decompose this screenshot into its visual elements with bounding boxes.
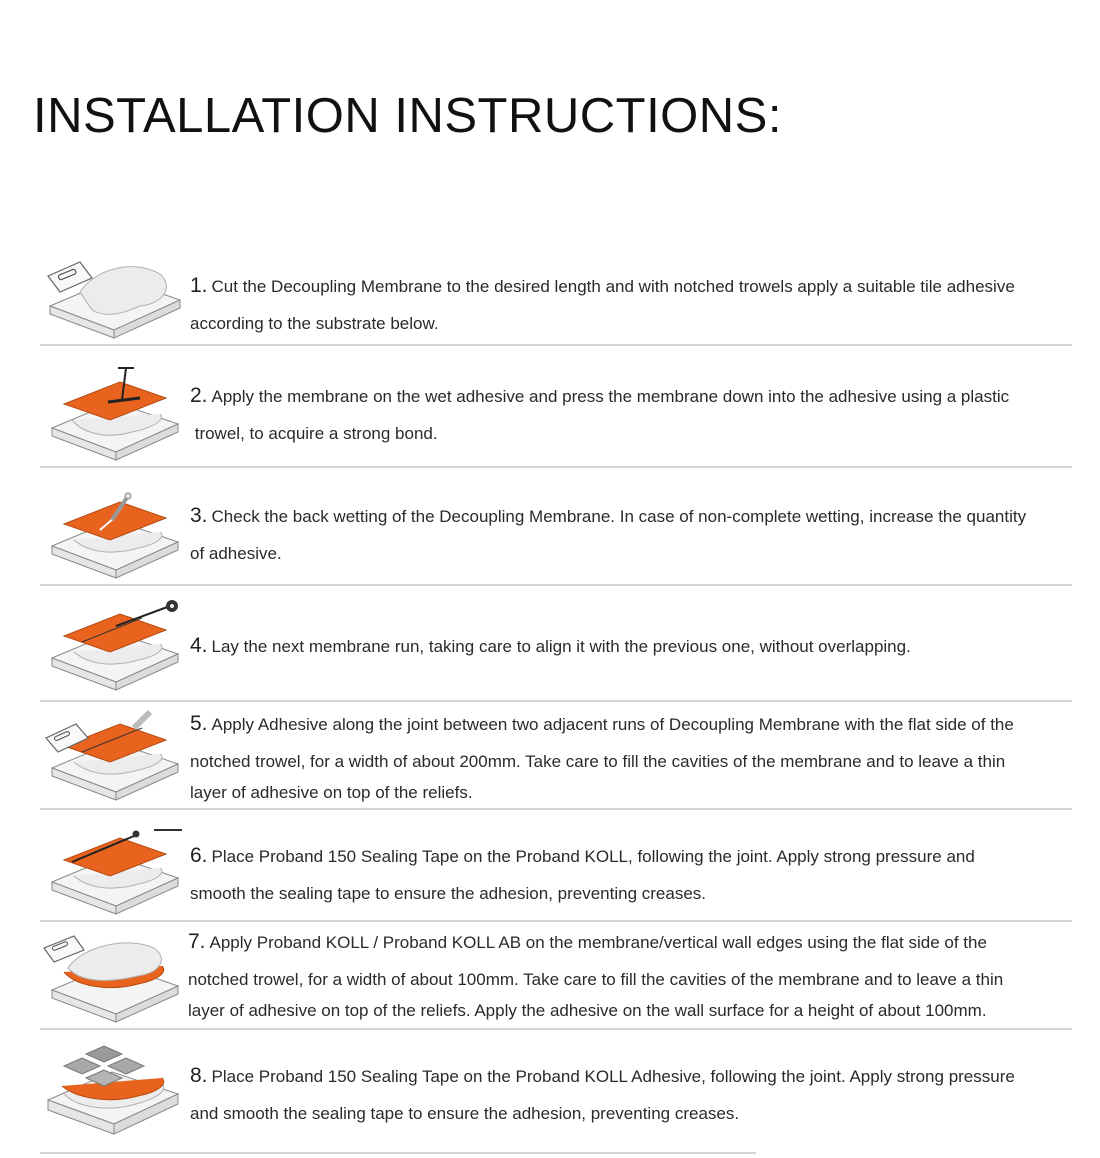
divider [40,1028,1072,1030]
step-2 [40,358,1072,468]
divider [40,808,1072,810]
step-text-line: trowel, to acquire a strong bond. [190,424,438,443]
step-text-line: layer of adhesive on top of the reliefs. Apply the adhesive on the wall surface for a height of about 100mm. [188,1001,987,1020]
divider [40,1152,756,1154]
divider [40,584,1072,586]
page-title: INSTALLATION INSTRUCTIONS: [33,89,782,143]
notched-trowel-adhesive-icon [42,248,182,348]
step-text-line: Cut the Decoupling Membrane to the desired length and with notched trowels apply a suitable tile adhesive [211,277,1015,296]
step-text-line: smooth the sealing tape to ensure the adhesion, preventing creases. [190,884,707,903]
divider [40,344,1072,346]
divider [40,700,1072,702]
divider [40,466,1072,468]
step-text-line: and smooth the sealing tape to ensure the adhesion, preventing creases. [190,1104,740,1123]
step-5 [40,706,1072,810]
roller-press-membrane-icon [42,362,182,462]
step-text-line: notched trowel, for a width of about 200mm. Take care to fill the cavities of the membrane and to leave a thin [190,752,1006,771]
step-1 [40,248,1072,348]
step-number: 8. [190,1064,208,1087]
step-6 [40,818,1072,922]
step-text-line: notched trowel, for a width of about 100mm. Take care to fill the cavities of the membrane and to leave a thin [188,970,1004,989]
step-text-line: according to the substrate below. [190,314,439,333]
step-text-line: Place Proband 150 Sealing Tape on the Proband KOLL Adhesive, following the joint. Apply strong pressure [211,1067,1015,1086]
check-back-wetting-icon [42,484,182,584]
step-text-line: Apply Adhesive along the joint between two adjacent runs of Decoupling Membrane with the flat side of the [211,715,1014,734]
step-text-line: Apply the membrane on the wet adhesive and press the membrane down into the adhesive using a plastic [211,387,1010,406]
divider [40,920,1072,922]
step-number: 5. [190,712,208,735]
wall-edge-adhesive-icon [42,928,182,1028]
step-7 [40,924,1072,1032]
step-4 [40,596,1072,702]
step-3 [40,478,1072,586]
step-number: 2. [190,384,208,407]
step-number: 6. [190,844,208,867]
joint-adhesive-icon [42,706,182,806]
step-text-line: Apply Proband KOLL / Proband KOLL AB on the membrane/vertical wall edges using the flat side of the [209,933,987,952]
sealing-tape-icon [42,820,182,920]
tiles-placement-icon [42,1038,182,1138]
step-text-line: Lay the next membrane run, taking care to align it with the previous one, without overlapping. [211,637,911,656]
step-number: 7. [188,930,206,953]
step-text-line: Check the back wetting of the Decoupling Membrane. In case of non-complete wetting, increase the quantity [211,507,1027,526]
step-text-line: of adhesive. [190,544,282,563]
step-number: 1. [190,274,208,297]
step-text-line: Place Proband 150 Sealing Tape on the Proband KOLL, following the joint. Apply strong pressure and [211,847,975,866]
lay-next-run-icon [42,596,182,696]
step-number: 4. [190,634,208,657]
step-8 [40,1038,1072,1156]
step-text-line: layer of adhesive on top of the reliefs. [190,783,473,802]
step-number: 3. [190,504,208,527]
